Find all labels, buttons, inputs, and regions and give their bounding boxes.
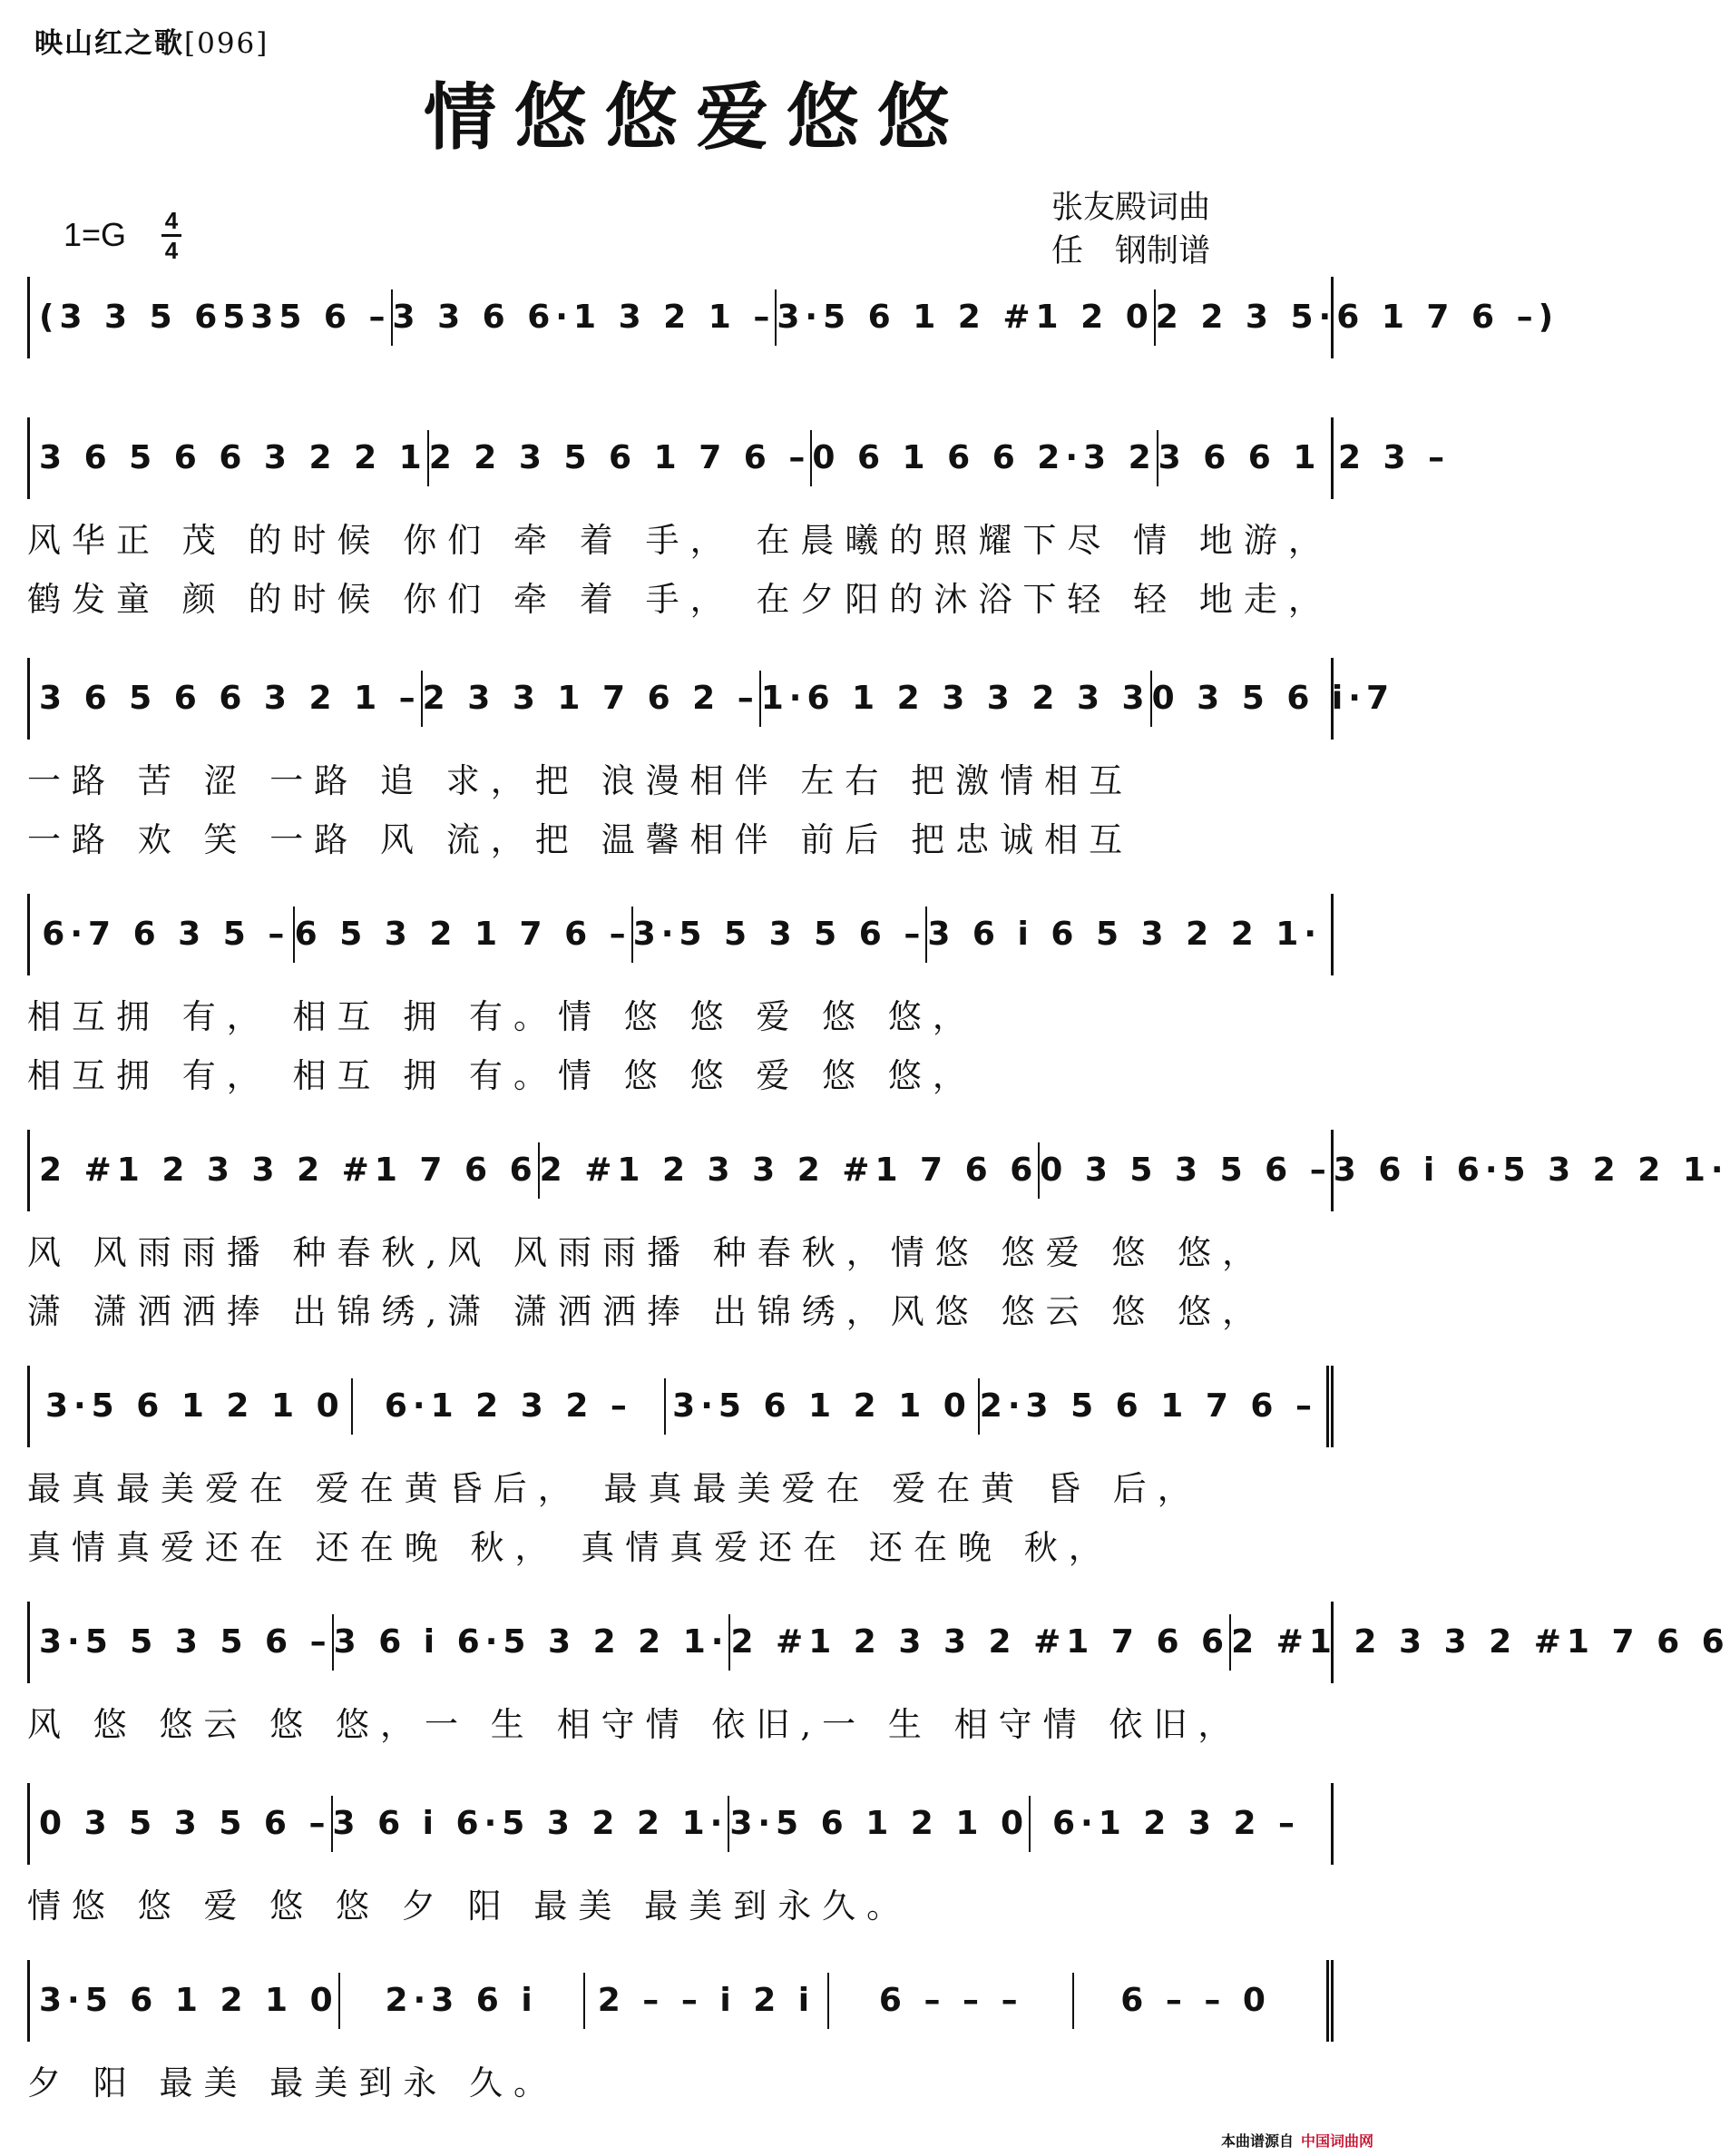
- footer: [1221, 2130, 1373, 2151]
- measure: 3 6 5 6 6 3 2 2 1: [39, 430, 429, 486]
- notation-line: [27, 1130, 1729, 1211]
- measure: 0 3 5 3 5 6 –: [1040, 1142, 1334, 1199]
- footer-site: 中国词曲网: [1300, 2134, 1373, 2150]
- measure: 2 – – i 2 i: [585, 1973, 830, 2029]
- measure: 2 #1 2 3 3 2 #1 7 6 6: [39, 1142, 540, 1199]
- measure: 3·5 6 1 2 1 0: [729, 1796, 1031, 1852]
- measure: 3·5 6 1 2 1 0: [666, 1378, 980, 1435]
- measure: 2 #1 2 3 3 2 #1 7 6 6: [540, 1142, 1041, 1199]
- song-title: 情悠悠爱悠悠: [424, 74, 968, 160]
- measure: 3·5 5 3 5 6 –: [633, 906, 928, 963]
- footer-source: 本曲谱源自: [1220, 2134, 1294, 2150]
- measure: 3·5 6 1 2 1 0: [39, 1378, 353, 1435]
- credits: [1051, 186, 1210, 273]
- measure: 2 2 3 5·6 1 7 6 –): [1155, 299, 1559, 336]
- measure: 3 6 5 6 6 3 2 1 –: [39, 671, 423, 727]
- measure: (3 3 5 6535 6 –: [39, 289, 393, 346]
- meter-top: 4: [164, 207, 179, 234]
- measure: 3·5 6 1 2 #1 2 0: [777, 289, 1155, 346]
- measure: 6 5 3 2 1 7 6 –: [295, 906, 633, 963]
- measure: 3 6 i 6·5 3 2 2 1·: [334, 1614, 731, 1671]
- measure: 0 3 5 6 i·7: [1151, 680, 1394, 717]
- lyric-line: 一路 欢 笑 一路 风 流，把 温馨相伴 前后 把忠诚相互: [27, 820, 1134, 859]
- lyric-line: 夕 阳 最美 最美到永 久。: [27, 2063, 559, 2102]
- lyric-line: 情悠 悠 爱 悠 悠 夕 阳 最美 最美到永久。: [27, 1886, 912, 1926]
- measure: 1·6 1 2 3 3 2 3 3: [761, 671, 1152, 727]
- measure: 3 6 i 6·5 3 2 2 1·: [333, 1796, 730, 1852]
- measure: 3 6 i 6·5 3 2 2 1·: [1333, 1152, 1729, 1189]
- arranger-credit: 任 钢制谱: [1051, 233, 1210, 270]
- measure: 2 3 3 1 7 6 2 –: [423, 671, 761, 727]
- measure: 3 6 6 1 2 3 –: [1158, 439, 1451, 476]
- lyric-line: 风 悠 悠云 悠 悠，一 生 相守情 依旧,一 生 相守情 依旧，: [27, 1705, 1243, 1744]
- lyric-line: 一路 苦 涩 一路 追 求，把 浪漫相伴 左右 把激情相互: [27, 761, 1134, 800]
- measure: 6·7 6 3 5 –: [39, 906, 295, 963]
- measure: 3 6 i 6 5 3 2 2 1·: [927, 916, 1322, 953]
- time-signature: [161, 209, 181, 262]
- measure: 3·5 5 3 5 6 –: [39, 1614, 334, 1671]
- measure: 2 2 3 5 6 1 7 6 –: [429, 430, 813, 486]
- lyric-line: 相互拥 有， 相互 拥 有。情 悠 悠 爱 悠 悠，: [27, 1056, 977, 1095]
- measure: 0 3 5 3 5 6 –: [39, 1796, 333, 1852]
- measure: 6 – – –: [829, 1973, 1074, 2029]
- series-number: [096]: [184, 27, 269, 60]
- lyric-line: 潇 潇洒洒捧 出锦绣,潇 潇洒洒捧 出锦绣，风悠 悠云 悠 悠，: [27, 1292, 1267, 1331]
- notation-line: [27, 1602, 1730, 1683]
- key-signature: 1=G: [64, 216, 127, 253]
- measure: 3 3 6 6·1 3 2 1 –: [393, 289, 777, 346]
- measure: 0 6 1 6 6 2·3 2: [812, 430, 1158, 486]
- lyric-line: 风 风雨雨播 种春秋,风 风雨雨播 种春秋，情悠 悠爱 悠 悠，: [27, 1233, 1267, 1272]
- measure: 2 #1 2 3 3 2 #1 7 6 6: [1231, 1623, 1730, 1661]
- notation-line: [27, 894, 1334, 975]
- lyric-line: 真情真爱还在 还在晚 秋， 真情真爱还在 还在晚 秋，: [27, 1528, 1113, 1567]
- measure: 6 – – 0: [1120, 1982, 1271, 2019]
- measure: 2·3 6 i: [340, 1973, 585, 2029]
- measure: 6·1 2 3 2 –: [1051, 1805, 1301, 1842]
- lyric-line: 相互拥 有， 相互 拥 有。情 悠 悠 爱 悠 悠，: [27, 997, 977, 1036]
- notation-line: [27, 658, 1394, 740]
- measure: 6·1 2 3 2 –: [353, 1378, 667, 1435]
- notation-line: [27, 1366, 1334, 1447]
- series-name: 映山红之歌: [34, 27, 184, 60]
- measure: 3·5 6 1 2 1 0: [39, 1973, 340, 2029]
- notation-line: [27, 1960, 1334, 2042]
- measure: 2·3 5 6 1 7 6 –: [979, 1387, 1317, 1425]
- lyric-line: 风华正 茂 的时候 你们 牵 着 手， 在晨曦的照耀下尽 情 地游，: [27, 521, 1333, 560]
- meter-bottom: 4: [164, 237, 179, 264]
- measure: 2 #1 2 3 3 2 #1 7 6 6: [730, 1614, 1231, 1671]
- notation-line: [27, 277, 1559, 358]
- notation-line: [27, 417, 1451, 499]
- composer-credit: 张友殿词曲: [1051, 190, 1210, 226]
- notation-line: [27, 1783, 1334, 1865]
- lyric-line: 最真最美爱在 爱在黄昏后， 最真最美爱在 爱在黄 昏 后，: [27, 1469, 1202, 1508]
- series-title: [34, 20, 269, 61]
- lyric-line: 鹤发童 颜 的时候 你们 牵 着 手， 在夕阳的沐浴下轻 轻 地走，: [27, 580, 1333, 619]
